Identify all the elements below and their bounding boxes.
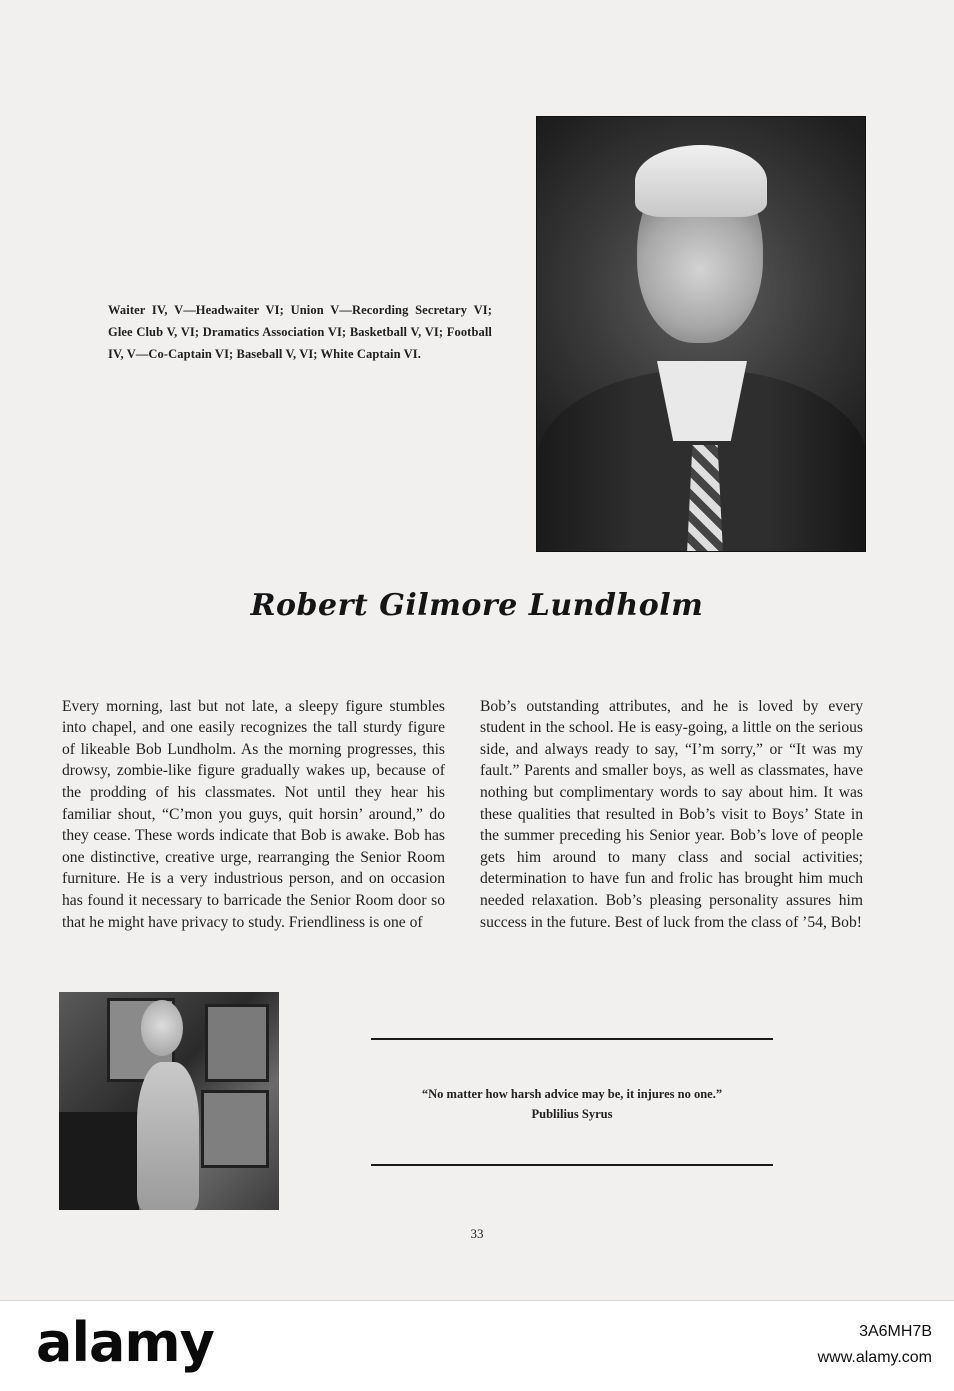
image-id: 3A6MH7B [859, 1323, 932, 1340]
quote-block [360, 1084, 784, 1124]
page-number: 33 [470, 1226, 484, 1241]
alamy-logo: alamy [36, 1311, 214, 1374]
quote-bottom-rule [371, 1164, 773, 1166]
biography-right-column: Bob’s outstanding attributes, and he is loved by every student in the school. He is easy-going, a little on the serious side, and always ready to say, “I’m sorry,” or “It was my fault.” Parents and smaller boys, as well as classmates, have nothing but complimentary words to say about him. It was these qualities that resulted in Bob’s visit to Boys’ State in the summer preceding his Senior year. Bob’s love of people gets him around to many class and social activities; determination to have fun and frolic has brought him much needed relaxation. Bob’s pleasing personality assures him success in the future. Best of luck from the class of ’54, Bob! [480, 697, 863, 931]
quote-top-rule [371, 1038, 773, 1040]
snapshot-wall-frame [205, 1004, 269, 1082]
activities-list: Waiter IV, V—Headwaiter VI; Union V—Recording Secretary VI; Glee Club V, VI; Dramatics Association VI; Basketball V, VI; Football IV, V—Co-Captain VI; Baseball V, VI; White Captain VI. [108, 302, 492, 361]
snapshot-standing-figure [137, 1062, 199, 1210]
snapshot-background-figure [59, 1112, 139, 1210]
snapshot-wall-frame [201, 1090, 269, 1168]
stock-watermark-footer [0, 1300, 954, 1391]
student-name: Robert Gilmore Lundholm [250, 588, 704, 623]
portrait-tie [687, 445, 723, 552]
senior-portrait-photo [536, 116, 866, 552]
quote-author: Publilius Syrus [531, 1107, 613, 1121]
footer-meta [818, 1323, 932, 1367]
snapshot-figure-head [141, 1000, 183, 1056]
candid-snapshot-photo [59, 992, 279, 1210]
site-url: www.alamy.com [817, 1349, 932, 1366]
portrait-hair [635, 145, 767, 217]
biography-left-column: Every morning, last but not late, a sleepy figure stumbles into chapel, and one easily recognizes the tall sturdy figure of likeable Bob Lundholm. As the morning progresses, this drowsy, zombie-like figure gradually wakes up, because of the prodding of his classmates. Not until they hear his familiar shout, “C’mon you guys, quit horsin’ around,” do they cease. These words indicate that Bob is awake. Bob has one distinctive, creative urge, rearranging the Senior Room furniture. He is a very industrious person, and on occasion has found it necessary to barricade the Senior Room door so that he might have privacy to study. Friendliness is one of [62, 697, 445, 931]
quote-text: “No matter how harsh advice may be, it injures no one.” [421, 1087, 723, 1101]
